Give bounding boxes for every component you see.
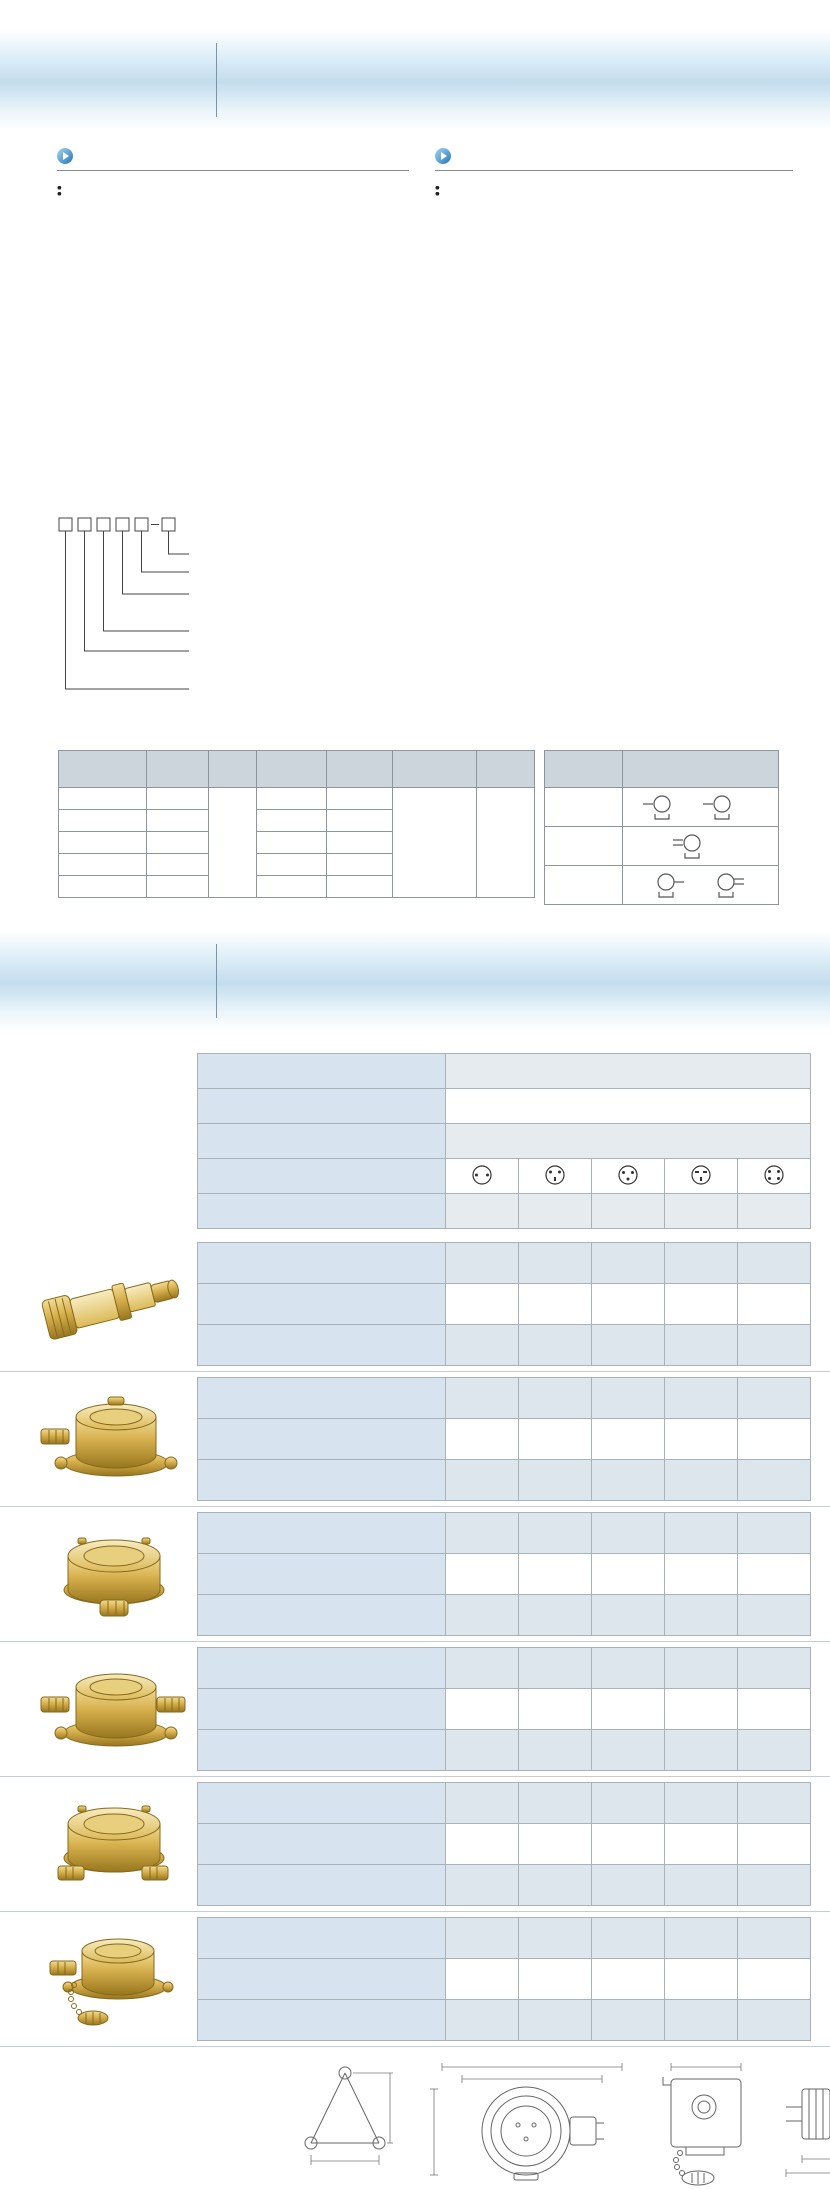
weight-cell <box>519 1595 592 1636</box>
product-block <box>0 1507 830 1642</box>
gland-picture-cell <box>623 827 779 866</box>
row-label-cell <box>198 1419 446 1460</box>
socket-poles-cell <box>327 854 393 876</box>
common-type-row <box>198 1513 811 1554</box>
hole-pattern-drawing <box>295 2059 400 2179</box>
brass-socket-photo <box>38 1391 188 1487</box>
top-margin <box>0 0 830 30</box>
voltage-cell <box>519 1194 592 1229</box>
product-block <box>0 1912 830 2047</box>
product-photo <box>28 1257 197 1351</box>
weight-cell <box>446 1460 519 1501</box>
model-cell <box>592 1689 665 1730</box>
form1-header <box>393 751 477 788</box>
gland-code-cell <box>545 788 623 827</box>
section-bullet-icon <box>57 148 73 164</box>
common-type-row <box>198 1783 811 1824</box>
row-label-cell <box>198 1783 446 1824</box>
model-cell <box>519 1419 592 1460</box>
bolt-drawing-cell <box>519 1159 592 1194</box>
intro-columns <box>0 130 830 504</box>
bolt-drawing-cell <box>592 1159 665 1194</box>
weight-row <box>198 1865 811 1906</box>
standard-value <box>446 1054 811 1089</box>
model-cell <box>738 1648 811 1689</box>
shield-type-row <box>198 1689 811 1730</box>
weight-cell <box>592 1865 665 1906</box>
model-cell <box>519 1959 592 2000</box>
brass-plug-photo <box>38 1257 188 1351</box>
product-table <box>197 1782 811 1906</box>
model-cell <box>519 1554 592 1595</box>
socket-poles-cell <box>327 810 393 832</box>
model-cell <box>738 1378 811 1419</box>
spec-code-cell <box>59 810 147 832</box>
model-cell <box>592 1824 665 1865</box>
product-block <box>0 1642 830 1777</box>
weight-cell <box>738 1865 811 1906</box>
table-row <box>198 1194 811 1229</box>
weight-cell <box>738 1595 811 1636</box>
product-table <box>197 1512 811 1636</box>
weight-cell <box>738 1325 811 1366</box>
model-cell <box>665 1648 738 1689</box>
model-cell <box>592 1419 665 1460</box>
product-block <box>0 1777 830 1912</box>
form1-header <box>209 751 257 788</box>
model-cell <box>738 1243 811 1284</box>
product-photo <box>28 1391 197 1487</box>
voltage-cell <box>147 854 209 876</box>
socket-face-4pin-icon <box>763 1164 785 1186</box>
shield-type-row <box>198 1284 811 1325</box>
common-type-row <box>198 1243 811 1284</box>
weight-cell <box>446 1595 519 1636</box>
brand-logo <box>54 980 206 983</box>
row-label-cell <box>198 1513 446 1554</box>
row-label-cell <box>198 1460 446 1501</box>
model-cell <box>446 1959 519 2000</box>
model-cell <box>738 1689 811 1730</box>
model-cell <box>738 1959 811 2000</box>
model-cell <box>665 1284 738 1325</box>
model-cell <box>446 1243 519 1284</box>
row-label-cell <box>198 1918 446 1959</box>
weight-cell <box>738 1730 811 1771</box>
row-label-cell <box>198 1284 446 1325</box>
weight-cell <box>446 1730 519 1771</box>
row-label-cell <box>198 2000 446 2041</box>
voltage-cell <box>446 1194 519 1229</box>
row-label-cell <box>198 1595 446 1636</box>
switch-poles-cell <box>257 876 327 898</box>
gland-layout-9-icon <box>641 869 761 899</box>
spec-table <box>197 1053 811 1229</box>
brass-socket-photo <box>38 1661 188 1757</box>
form1-header-row <box>59 751 535 788</box>
component-form-section <box>57 516 830 740</box>
table-row <box>198 1089 811 1124</box>
model-cell <box>592 1284 665 1325</box>
gland-code-cell <box>545 866 623 905</box>
table-row <box>198 1054 811 1089</box>
model-cell <box>665 1959 738 2000</box>
weight-cell <box>665 1865 738 1906</box>
model-cell <box>446 1648 519 1689</box>
row-label-cell <box>198 1648 446 1689</box>
model-cell <box>738 1513 811 1554</box>
socket-front-drawing <box>426 2059 638 2181</box>
model-cell <box>592 1243 665 1284</box>
adaptation-section <box>57 148 409 504</box>
shield-type-row <box>198 1959 811 2000</box>
spec-label-cell <box>198 1054 446 1089</box>
model-cell <box>446 1513 519 1554</box>
product-table <box>197 1377 811 1501</box>
model-cell <box>519 1783 592 1824</box>
spec-section <box>197 1053 830 1229</box>
row-label-cell <box>198 1325 446 1366</box>
weight-row <box>198 1730 811 1771</box>
protection-cell <box>393 788 477 898</box>
spec-code-cell <box>59 788 147 810</box>
socket-poles-cell <box>327 876 393 898</box>
model-cell <box>738 1284 811 1325</box>
header-divider <box>216 944 217 1018</box>
socket-face-3pin-icon <box>617 1164 639 1186</box>
socket-face-2pin-icon <box>471 1164 493 1186</box>
product-block <box>0 1237 830 1372</box>
spec-code-cell <box>59 854 147 876</box>
spec-label-cell <box>198 1089 446 1124</box>
form1-header <box>477 751 535 788</box>
model-cell <box>738 1419 811 1460</box>
model-cell <box>519 1918 592 1959</box>
weight-cell <box>665 1595 738 1636</box>
product-photo <box>28 1526 197 1622</box>
technical-section <box>435 148 793 504</box>
row-label-cell <box>198 1824 446 1865</box>
form1-table <box>58 750 535 898</box>
weight-cell <box>738 1460 811 1501</box>
row-label-cell <box>198 1243 446 1284</box>
weight-cell <box>519 1325 592 1366</box>
model-cell <box>738 1554 811 1595</box>
plug-side-drawing <box>774 2059 830 2189</box>
weight-cell <box>592 2000 665 2041</box>
model-cell <box>592 1918 665 1959</box>
weight-cell <box>592 1460 665 1501</box>
row-label-cell <box>198 1554 446 1595</box>
voltage-cell <box>592 1194 665 1229</box>
brass-socket-box-photo <box>38 1526 188 1622</box>
brass-socket-cap-chain-photo <box>38 1929 188 2029</box>
model-cell <box>446 1689 519 1730</box>
mounting-title-block <box>28 2059 203 2063</box>
model-cell <box>665 1918 738 1959</box>
weight-cell <box>738 2000 811 2041</box>
model-cell <box>665 1419 738 1460</box>
model-cell <box>665 1689 738 1730</box>
product-photo <box>28 1796 197 1892</box>
table-row <box>545 866 779 905</box>
model-cell <box>665 1783 738 1824</box>
socket-poles-cell <box>327 788 393 810</box>
model-cell <box>738 1783 811 1824</box>
table-row <box>545 788 779 827</box>
header-band-2 <box>0 931 830 1031</box>
voltage-cell <box>665 1194 738 1229</box>
weight-cell <box>665 2000 738 2041</box>
adaptation-heading <box>57 148 409 171</box>
socket-face-3pin-icon <box>690 1164 712 1186</box>
weight-cell <box>592 1595 665 1636</box>
form2-table <box>544 750 779 905</box>
form1-header <box>147 751 209 788</box>
row-label-cell <box>198 1689 446 1730</box>
weight-cell <box>519 2000 592 2041</box>
spec-label-cell <box>198 1194 446 1229</box>
model-cell <box>592 1959 665 2000</box>
weight-row <box>198 1325 811 1366</box>
weight-cell <box>519 1730 592 1771</box>
model-cell <box>738 1824 811 1865</box>
brass-socket-box-photo <box>38 1796 188 1892</box>
model-cell <box>592 1378 665 1419</box>
model-cell <box>519 1689 592 1730</box>
gland-code-cell <box>545 827 623 866</box>
gland-layout-1-icon <box>641 791 761 821</box>
socket-side-drawing <box>646 2059 764 2189</box>
form2-header <box>545 751 623 788</box>
switch-poles-cell <box>257 788 327 810</box>
form1-header <box>59 751 147 788</box>
mounting-section <box>0 2047 830 2189</box>
common-type-row <box>198 1378 811 1419</box>
row-label-cell <box>198 1959 446 2000</box>
form2-wrap <box>544 744 779 905</box>
model-code-diagram <box>57 516 830 740</box>
model-cell <box>519 1513 592 1554</box>
header-divider <box>216 43 217 117</box>
row-label-cell <box>198 1378 446 1419</box>
model-cell <box>446 1824 519 1865</box>
weight-cell <box>519 1460 592 1501</box>
switch-poles-cell <box>257 810 327 832</box>
current-cell <box>209 788 257 898</box>
product-table <box>197 1647 811 1771</box>
model-cell <box>665 1513 738 1554</box>
row-label-cell <box>198 1730 446 1771</box>
model-cell <box>665 1378 738 1419</box>
form2-header-row <box>545 751 779 788</box>
model-code-diagram-lines <box>57 516 797 740</box>
cable-value <box>446 1124 811 1159</box>
weight-cell <box>592 1325 665 1366</box>
product-table <box>197 1242 811 1366</box>
form1-wrap <box>58 744 535 898</box>
switch-poles-cell <box>257 854 327 876</box>
model-cell <box>519 1378 592 1419</box>
weight-cell <box>446 2000 519 2041</box>
model-cell <box>592 1783 665 1824</box>
model-cell <box>592 1554 665 1595</box>
weight-cell <box>446 1325 519 1366</box>
frequency-cell <box>477 788 535 898</box>
technical-heading <box>435 148 793 171</box>
product-photo <box>28 1929 197 2029</box>
model-cell <box>519 1243 592 1284</box>
weight-cell <box>519 1865 592 1906</box>
model-cell <box>519 1648 592 1689</box>
shield-type-row <box>198 1824 811 1865</box>
voltage-cell <box>738 1194 811 1229</box>
socket-face-3pin-icon <box>544 1164 566 1186</box>
bolt-drawing-cell <box>446 1159 519 1194</box>
row-label-cell <box>198 1865 446 1906</box>
form1-header <box>257 751 327 788</box>
table-row <box>545 827 779 866</box>
bolt-drawing-cell <box>738 1159 811 1194</box>
table-row <box>198 1159 811 1194</box>
brand-logo <box>54 79 206 82</box>
switch-poles-cell <box>257 832 327 854</box>
model-cell <box>738 1918 811 1959</box>
gland-picture-cell <box>623 866 779 905</box>
weight-cell <box>665 1325 738 1366</box>
model-cell <box>446 1378 519 1419</box>
voltage-cell <box>147 876 209 898</box>
product-table <box>197 1917 811 2041</box>
spec-code-cell <box>59 876 147 898</box>
common-type-row <box>198 1918 811 1959</box>
form2-header <box>623 751 779 788</box>
table-row <box>59 788 535 810</box>
model-cell <box>592 1513 665 1554</box>
weight-cell <box>446 1865 519 1906</box>
model-cell <box>446 1284 519 1325</box>
product-block <box>0 1372 830 1507</box>
model-cell <box>665 1243 738 1284</box>
model-cell <box>446 1783 519 1824</box>
spec-label-cell <box>198 1159 446 1194</box>
model-cell <box>446 1554 519 1595</box>
model-cell <box>519 1824 592 1865</box>
bolt-drawing-cell <box>665 1159 738 1194</box>
table-row <box>198 1124 811 1159</box>
spec-label-cell <box>198 1124 446 1159</box>
gland-picture-cell <box>623 788 779 827</box>
protection-value <box>446 1089 811 1124</box>
gland-layout-2-icon <box>641 830 761 860</box>
voltage-cell <box>147 810 209 832</box>
weight-row <box>198 1595 811 1636</box>
forms-section <box>58 744 830 905</box>
common-type-row <box>198 1648 811 1689</box>
header-band-1 <box>0 30 830 130</box>
model-cell <box>519 1284 592 1325</box>
voltage-cell <box>147 832 209 854</box>
socket-poles-cell <box>327 832 393 854</box>
weight-row <box>198 1460 811 1501</box>
form1-header <box>327 751 393 788</box>
model-cell <box>592 1648 665 1689</box>
model-cell <box>446 1918 519 1959</box>
shield-type-row <box>198 1554 811 1595</box>
model-cell <box>665 1824 738 1865</box>
weight-cell <box>665 1460 738 1501</box>
product-photo <box>28 1661 197 1757</box>
model-cell <box>665 1554 738 1595</box>
section-bullet-icon <box>435 148 451 164</box>
voltage-cell <box>147 788 209 810</box>
weight-row <box>198 2000 811 2041</box>
shield-type-row <box>198 1419 811 1460</box>
weight-cell <box>592 1730 665 1771</box>
model-cell <box>446 1419 519 1460</box>
weight-cell <box>665 1730 738 1771</box>
spec-code-cell <box>59 832 147 854</box>
